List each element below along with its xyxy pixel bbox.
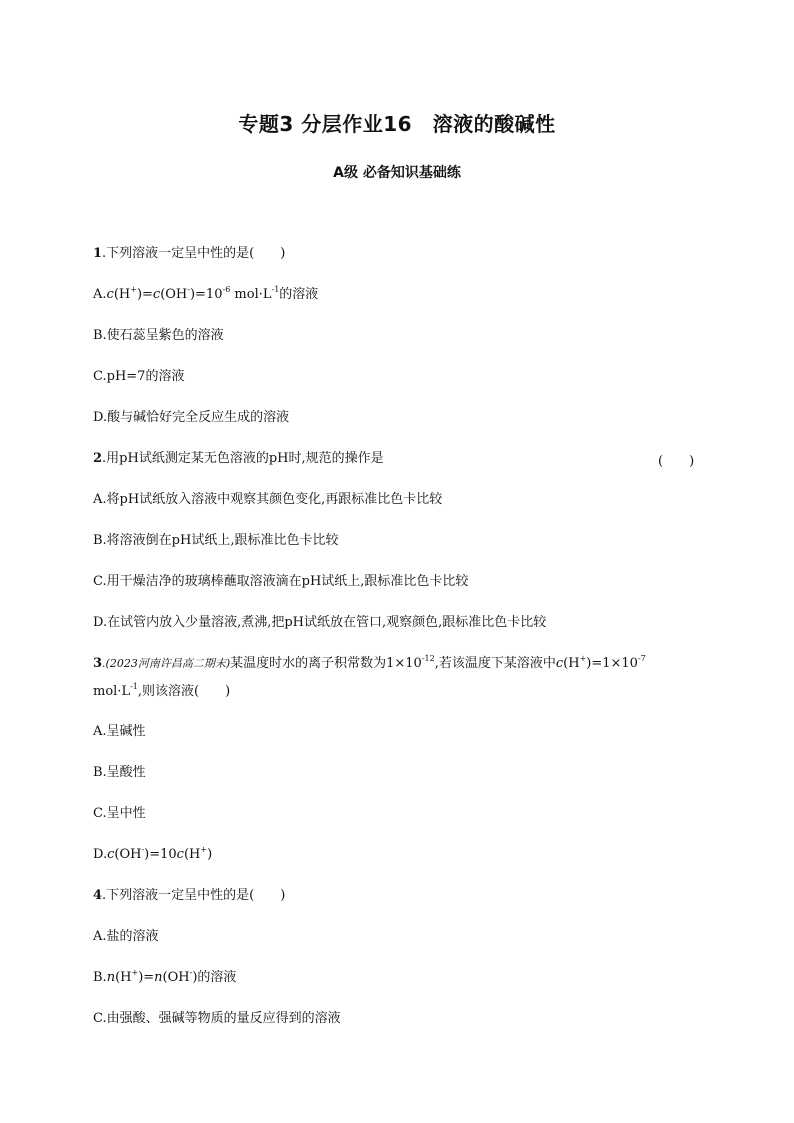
formula-text: (H bbox=[183, 847, 201, 862]
question-4-option-b bbox=[93, 969, 236, 987]
question-2-option-c: C.用干燥洁净的玻璃棒蘸取溶液滴在pH试纸上,跟标准比色卡比较 bbox=[93, 574, 469, 589]
question-3-option-b: B.呈酸性 bbox=[93, 765, 146, 780]
question-3-option-a: A.呈碱性 bbox=[93, 724, 146, 739]
question-2-stem bbox=[93, 450, 384, 468]
question-4-option-c: C.由强酸、强碱等物质的量反应得到的溶液 bbox=[93, 1011, 341, 1026]
formula-text: )的溶液 bbox=[192, 970, 237, 985]
formula-text: ) bbox=[207, 847, 213, 862]
symbol-n: n bbox=[154, 970, 163, 985]
superscript: - bbox=[141, 845, 145, 854]
option-label: A. bbox=[93, 287, 107, 302]
question-number: 4 bbox=[93, 888, 103, 903]
question-text: ,则该溶液( ) bbox=[137, 684, 231, 699]
formula-text: )=10 bbox=[189, 287, 223, 302]
superscript: - bbox=[189, 968, 193, 977]
question-source: .(2023河南许昌高二期末) bbox=[102, 657, 231, 670]
question-1-option-b: B.使石蕊呈紫色的溶液 bbox=[93, 328, 224, 343]
formula-text: )= bbox=[138, 970, 155, 985]
superscript: -12 bbox=[421, 654, 435, 663]
question-number: 2 bbox=[93, 451, 103, 466]
question-2-option-d: D.在试管内放入少量溶液,煮沸,把pH试纸放在管口,观察颜色,跟标准比色卡比较 bbox=[93, 615, 547, 630]
symbol-c: c bbox=[106, 287, 114, 302]
option-label: D. bbox=[93, 847, 108, 862]
superscript: + bbox=[200, 845, 208, 854]
option-label: B. bbox=[93, 970, 107, 985]
section-subtitle: A级 必备知识基础练 bbox=[333, 165, 461, 181]
question-3-option-d bbox=[93, 846, 212, 864]
formula-text: (OH bbox=[160, 287, 188, 302]
formula-text: (OH bbox=[114, 847, 142, 862]
superscript: - bbox=[187, 285, 190, 294]
question-1-option-d: D.酸与碱恰好完全反应生成的溶液 bbox=[93, 410, 290, 425]
question-text: .下列溶液一定呈中性的是( ) bbox=[102, 246, 286, 261]
question-number: 1 bbox=[93, 246, 103, 261]
formula-text: )=10 bbox=[144, 847, 177, 862]
formula-text: (H bbox=[113, 287, 131, 302]
question-4-option-a: A.盐的溶液 bbox=[93, 929, 159, 944]
question-text: .用pH试纸测定某无色溶液的pH时,规范的操作是 bbox=[102, 451, 384, 466]
symbol-c: c bbox=[555, 656, 564, 671]
question-2-option-b: B.将溶液倒在pH试纸上,跟标准比色卡比较 bbox=[93, 533, 339, 548]
symbol-c: c bbox=[152, 287, 161, 302]
question-1-stem bbox=[93, 245, 285, 263]
formula-text: 的溶液 bbox=[279, 287, 319, 302]
question-3-stem bbox=[93, 655, 646, 673]
symbol-n: n bbox=[106, 970, 116, 985]
question-text: ,若该温度下某溶液中 bbox=[434, 656, 556, 671]
question-text: 某温度时水的离子积常数为1×10 bbox=[230, 656, 422, 671]
superscript: -1 bbox=[130, 682, 138, 691]
formula-text: (OH bbox=[162, 970, 190, 985]
superscript: -7 bbox=[637, 654, 646, 663]
question-4-stem bbox=[93, 887, 285, 905]
formula-text: )=1×10 bbox=[586, 656, 638, 671]
question-1-option-c: C.pH=7的溶液 bbox=[93, 369, 185, 384]
superscript: + bbox=[131, 968, 139, 977]
superscript: -6 bbox=[222, 285, 231, 294]
formula-text: mol·L bbox=[230, 287, 272, 302]
superscript: + bbox=[130, 285, 137, 294]
question-3-stem-line2 bbox=[93, 683, 230, 701]
symbol-c: c bbox=[107, 847, 115, 862]
formula-text: (H bbox=[115, 970, 132, 985]
formula-text: (H bbox=[563, 656, 580, 671]
question-text: .下列溶液一定呈中性的是( ) bbox=[102, 888, 286, 903]
question-2-option-a: A.将pH试纸放入溶液中观察其颜色变化,再跟标准比色卡比较 bbox=[93, 492, 443, 507]
question-number: 3 bbox=[93, 656, 103, 671]
question-1-option-a bbox=[93, 286, 318, 304]
superscript: + bbox=[579, 654, 587, 663]
symbol-c: c bbox=[176, 847, 184, 862]
question-3-option-c: C.呈中性 bbox=[93, 806, 146, 821]
formula-text: mol·L bbox=[93, 684, 131, 699]
answer-parenthesis: ( ) bbox=[658, 454, 695, 469]
formula-text: )= bbox=[136, 287, 153, 302]
superscript: -1 bbox=[271, 285, 280, 294]
page-title: 专题3 分层作业16 溶液的酸碱性 bbox=[238, 112, 556, 136]
